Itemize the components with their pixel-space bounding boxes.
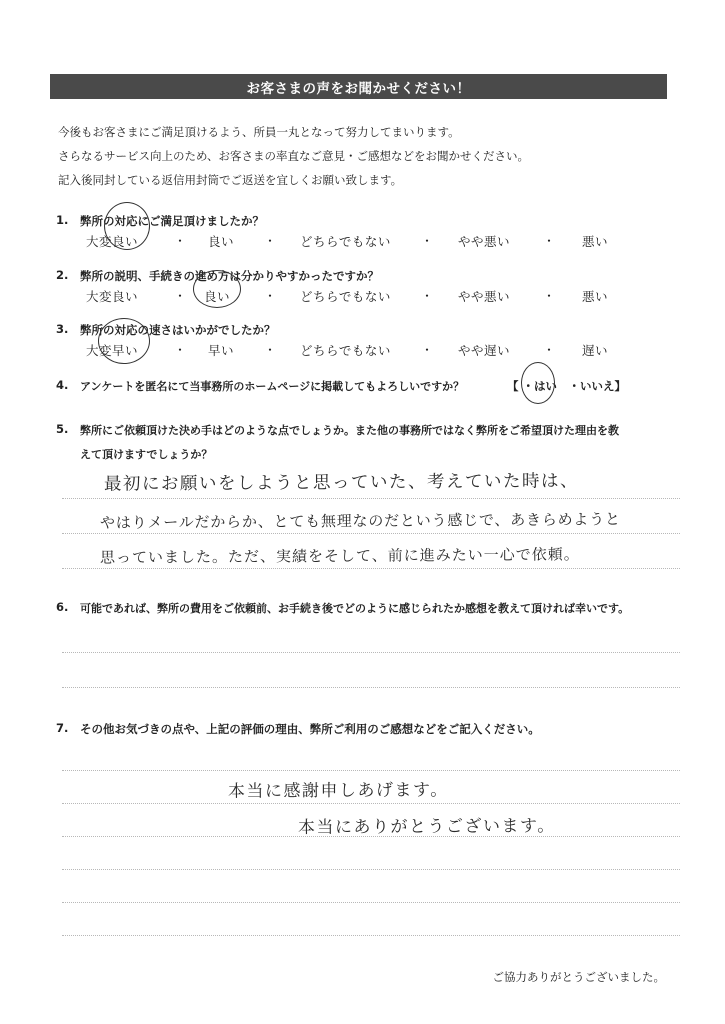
answer-line [62, 687, 680, 688]
separator-dot: ・ [543, 289, 556, 303]
separator-dot: ・ [264, 289, 277, 303]
q7-number: 7. [56, 721, 69, 735]
q1-option-2[interactable]: 良い [208, 234, 235, 249]
q2-question: 弊所の説明、手続きの進め方は分かりやすかったですか？ [80, 269, 379, 283]
q3-option-2[interactable]: 早い [208, 343, 235, 358]
intro-line-2: さらなるサービス向上のため、お客さまの率直なご意見・ご感想などをお聞かせください。 [58, 149, 530, 163]
q3-option-3[interactable]: どちらでもない [300, 343, 391, 358]
separator-dot: ・ [174, 289, 187, 303]
q5-handwritten-line-3: 思っていました。ただ、実績をそして、前に進みたい一心で依頼。 [99, 545, 580, 567]
answer-line [62, 770, 680, 771]
separator-dot: ・ [421, 343, 434, 357]
q4-answer-options[interactable]: 【 ・はい ・いいえ】 [507, 379, 627, 393]
q5-handwritten-line-1: 最初にお願いをしようと思っていた、考えていた時は、 [103, 471, 580, 495]
q4-selection-circle [521, 362, 555, 404]
separator-dot: ・ [421, 289, 434, 303]
q5-question-line-2: えて頂けますでしょうか？ [80, 448, 213, 461]
separator-dot: ・ [174, 343, 187, 357]
q5-handwritten-line-2: やはりメールだからか、とても無理なのだという感じで、あきらめようと [99, 510, 621, 532]
answer-line [62, 935, 680, 936]
intro-line-1: 今後もお客さまにご満足頂けるよう、所員一丸となって努力してまいります。 [58, 125, 460, 139]
answer-line [62, 533, 680, 534]
q6-number: 6. [56, 600, 69, 614]
q5-number: 5. [56, 422, 69, 436]
q7-handwritten-line-1: 本当に感謝申しあげます。 [227, 780, 449, 802]
q3-number: 3. [56, 322, 69, 336]
separator-dot: ・ [543, 234, 556, 248]
q3-option-5[interactable]: 遅い [582, 343, 609, 358]
survey-title: お客さまの声をお聞かせください！ [50, 74, 667, 99]
answer-line [62, 568, 680, 569]
answer-line [62, 902, 680, 903]
separator-dot: ・ [174, 234, 187, 248]
q2-option-3[interactable]: どちらでもない [300, 289, 391, 304]
q2-option-4[interactable]: やや悪い [458, 289, 511, 304]
q4-question: アンケートを匿名にて当事務所のホームページに掲載してもよろしいですか？ [80, 380, 465, 393]
q1-question: 弊所の対応にご満足頂けましたか？ [80, 214, 264, 228]
q3-option-4[interactable]: やや遅い [458, 343, 511, 358]
q2-option-5[interactable]: 悪い [582, 289, 609, 304]
q3-option-1[interactable]: 大変早い [86, 343, 139, 358]
separator-dot: ・ [543, 343, 556, 357]
q6-question: 可能であれば、弊所の費用をご依頼前、お手続き後でどのように感じられたか感想を教えて頂ければ幸いです。 [80, 602, 630, 615]
q7-question: その他お気づきの点や、上記の評価の理由、弊所ご利用のご感想などをご記入ください。 [80, 722, 540, 736]
closing-message: ご協力ありがとうございました。 [492, 970, 665, 984]
q2-number: 2. [56, 268, 69, 282]
intro-line-3: 記入後同封している返信用封筒でご返送を宜しくお願い致します。 [58, 173, 403, 187]
q5-question-line-1: 弊所にご依頼頂けた決め手はどのような点でしょうか。また他の事務所ではなく弊所をご希望頂けた理由を教 [80, 424, 619, 437]
q4-number: 4. [56, 378, 69, 392]
q1-option-4[interactable]: やや悪い [458, 234, 511, 249]
answer-line [62, 498, 680, 499]
separator-dot: ・ [264, 234, 277, 248]
answer-line [62, 652, 680, 653]
q1-number: 1. [56, 213, 69, 227]
q7-handwritten-line-2: 本当にありがとうございます。 [297, 816, 556, 838]
separator-dot: ・ [421, 234, 434, 248]
q2-option-2[interactable]: 良い [204, 289, 231, 304]
q1-option-5[interactable]: 悪い [582, 234, 609, 249]
q3-question: 弊所の対応の速さはいかがでしたか？ [80, 323, 276, 337]
q1-option-1[interactable]: 大変良い [86, 234, 139, 249]
answer-line [62, 803, 680, 804]
answer-line [62, 869, 680, 870]
separator-dot: ・ [264, 343, 277, 357]
q2-option-1[interactable]: 大変良い [86, 289, 139, 304]
q1-option-3[interactable]: どちらでもない [300, 234, 391, 249]
